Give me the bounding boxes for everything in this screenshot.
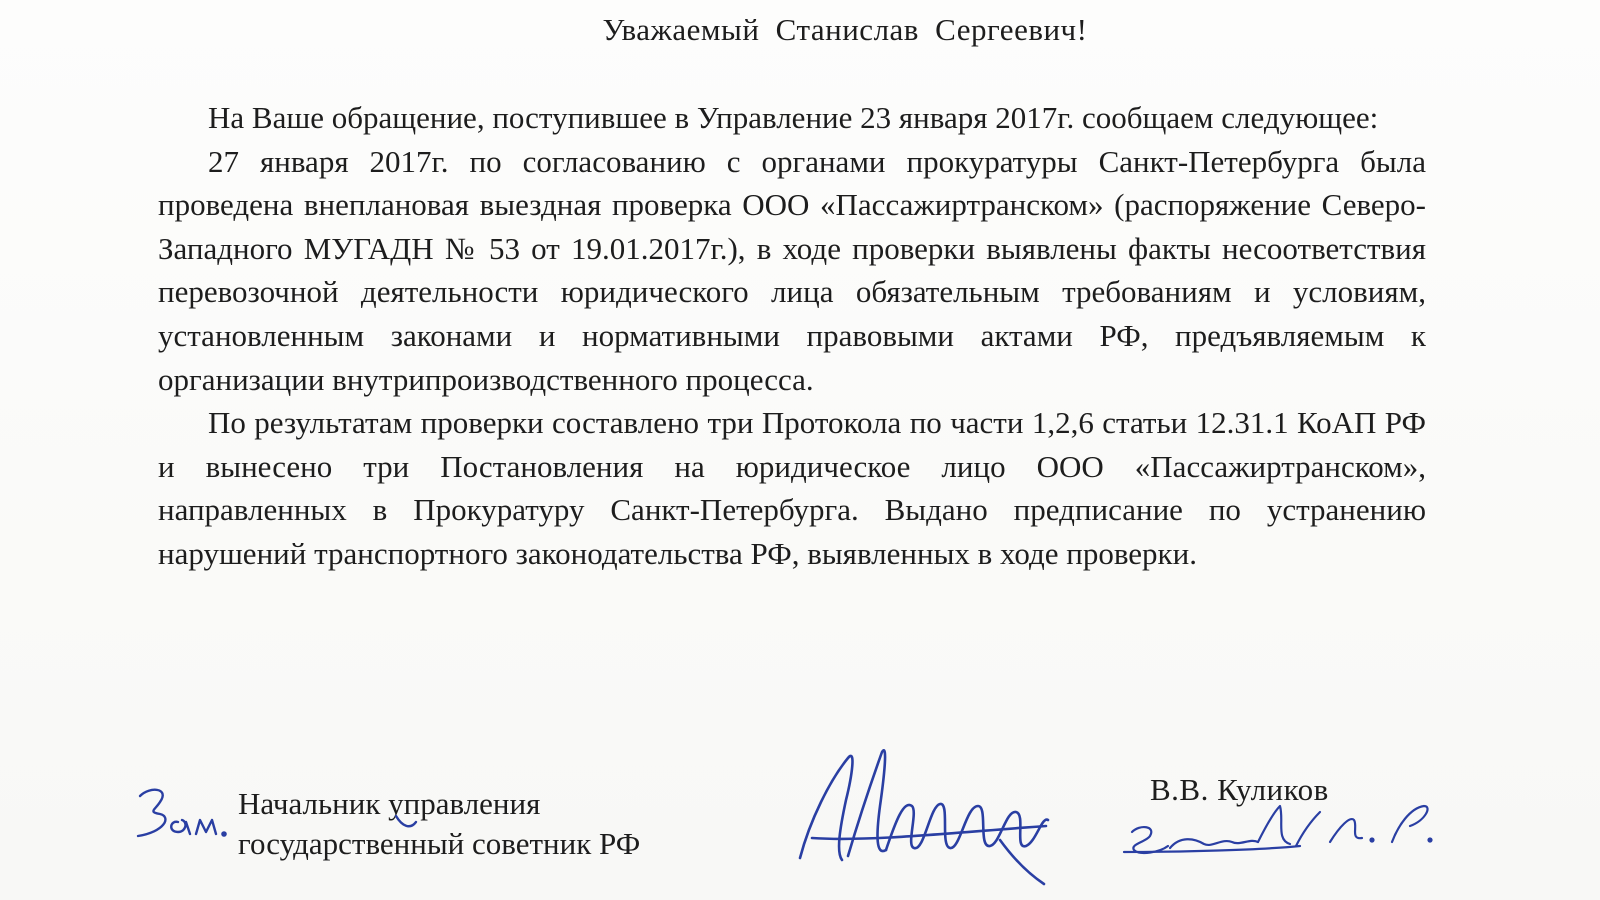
paragraph-request: На Ваше обращение, поступившее в Управление 23 января 2017г. сообщаем следующее:	[208, 100, 1379, 135]
signer-name: В.В. Куликов	[1150, 772, 1329, 807]
handwritten-note-mark	[1124, 806, 1432, 853]
position-line-1: Начальник управления	[238, 786, 541, 821]
position-line-2: государственный советник РФ	[238, 826, 641, 861]
signature-mark	[800, 750, 1048, 884]
paragraph-results: По результатам проверки составлено три Протокола по части 1,2,6 статьи 12.31.1 КоАП РФ и вынесено три Постановления на юридическое лицо ООО «Пассажиртранском», направленных в Прокуратуру Санкт-Петербурга. Выдано предписание по устранению нарушений транспортного законодательства РФ, выявленных в ходе проверки.	[158, 405, 1426, 571]
greeting: Уважаемый Станислав Сергеевич!	[602, 12, 1088, 47]
paragraph-inspection: 27 января 2017г. по согласованию с органами прокуратуры Санкт-Петербурга была проведена внеплановая выездная проверка ООО «Пассажиртранском» (распоряжение Северо-Западного МУГАДН № 53 от 19.01.2017г.), в ходе проверки выявлены факты несоответствия перевозочной деятельности юридического лица обязательным требованиям и условиям, установленным законами и нормативными правовыми актами РФ, предъявляемым к организации внутрипроизводственного процесса.	[158, 143, 1426, 397]
handwritten-prefix-mark	[138, 790, 416, 836]
